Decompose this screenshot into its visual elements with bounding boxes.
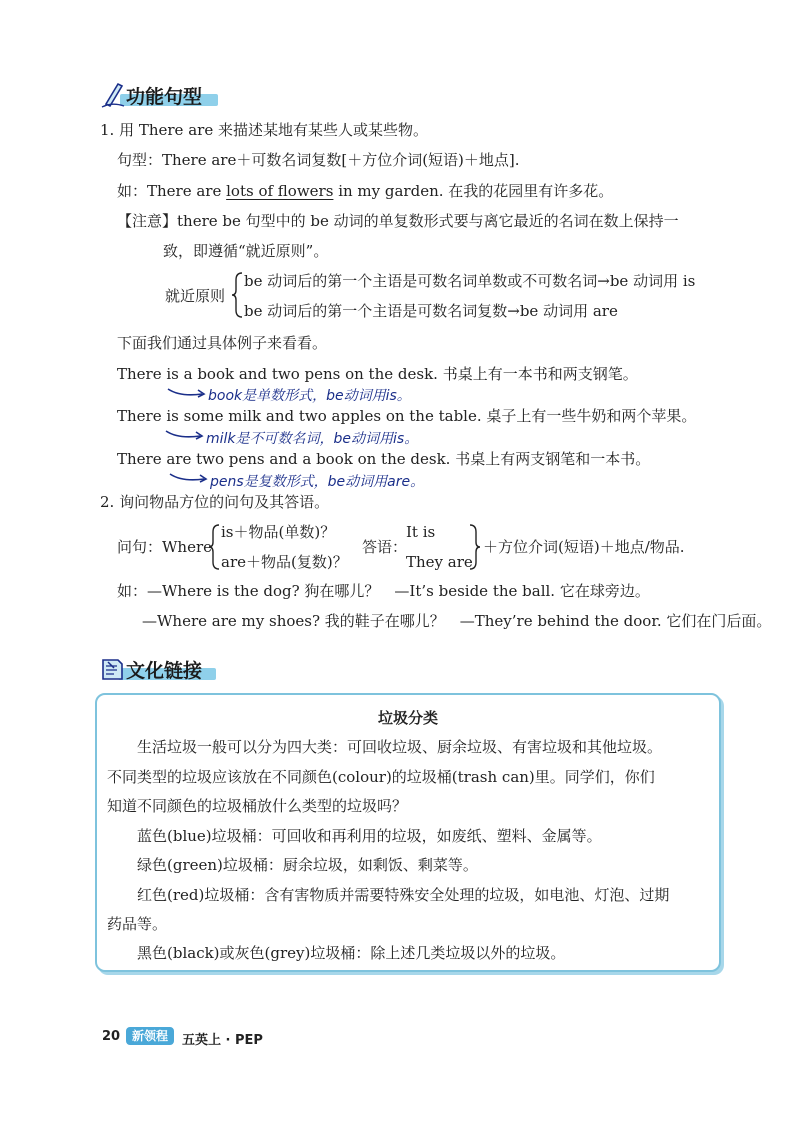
culture-black-grey-bin: 黑色(black)或灰色(grey)垃圾桶：除上述几类垃圾以外的垃圾。 [137,944,566,962]
example-prefix: 如：There are [117,182,227,200]
book-icon [100,656,126,682]
item1-heading: 1. 用 There are 来描述某地有某些人或某些物。 [100,121,428,139]
handwritten-note-2: milk是不可数名词，be动词用is。 [206,431,419,447]
culture-p1-line3: 知道不同颜色的垃圾桶放什么类型的垃圾吗？ [107,797,408,815]
answer-b: They are [406,553,473,571]
item1-pattern: 句型：There are＋可数名词复数[＋方位介词(短语)＋地点]. [117,151,520,169]
example-underlined: lots of flowers [226,182,334,200]
question-brace [208,524,220,570]
culture-p1-line1: 生活垃圾一般可以分为四大类：可回收垃圾、厨余垃圾、有害垃圾和其他垃圾。 [137,738,663,756]
rule-b: be 动词后的第一个主语是可数名词复数→be 动词用 are [244,302,618,320]
arrow-icon [168,471,210,485]
answer-a: It is [406,523,436,541]
culture-green-bin: 绿色(green)垃圾桶：厨余垃圾，如剩饭、剩菜等。 [137,856,478,874]
culture-blue-bin: 蓝色(blue)垃圾桶：可回收和再利用的垃圾，如废纸、塑料、金属等。 [137,827,602,845]
series-badge: 新领程 [126,1027,174,1045]
example-sentence-3: There are two pens and a book on the desk. 书桌上有两支钢笔和一本书。 [117,450,651,468]
culture-p1-line2: 不同类型的垃圾应该放在不同颜色(colour)的垃圾桶(trash can)里。同学们，你们 [107,768,655,786]
pencil-icon [100,80,126,108]
page-number: 20 [102,1029,121,1044]
handwritten-note-3: pens是复数形式，be动词用are。 [210,474,425,490]
item2-heading: 2. 询问物品方位的问句及其答语。 [100,493,330,511]
section-title: 文化链接 [126,660,203,682]
culture-red-bin-line1: 红色(red)垃圾桶：含有害物质并需要特殊安全处理的垃圾，如电池、灯泡、过期 [137,886,670,904]
item1-example [117,181,613,201]
dialog-example-1: 如：—Where is the dog? 狗在哪儿？ —It’s beside the ball. 它在球旁边。 [117,582,650,600]
rule-brace [231,272,243,318]
question-b: are＋物品(复数)？ [221,553,348,571]
intro-line: 下面我们通过具体例子来看看。 [117,334,328,352]
arrow-icon [164,428,206,442]
example-sentence-1: There is a book and two pens on the desk. 书桌上有一本书和两支钢笔。 [117,365,638,383]
section-header-culture-link [100,654,240,682]
example-suffix: in my garden. 在我的花园里有许多花。 [333,182,614,200]
culture-red-bin-line2: 药品等。 [107,915,168,933]
culture-box [95,693,721,972]
rule-a: be 动词后的第一个主语是可数名词单数或不可数名词→be 动词用 is [244,272,696,290]
arrow-icon [166,386,208,400]
note-line-1: 【注意】there be 句型中的 be 动词的单复数形式要与离它最近的名词在数上保持一 [117,212,679,230]
answer-tail: ＋方位介词(短语)＋地点/物品. [483,538,685,556]
question-a: is＋物品(单数)？ [221,523,336,541]
book-label: 五英上 · PEP [182,1033,263,1048]
answer-brace [469,524,481,570]
section-title: 功能句型 [126,86,203,108]
note-line-2: 致，即遵循“就近原则”。 [163,242,329,260]
dialog-example-2: —Where are my shoes? 我的鞋子在哪儿？ —They’re behind the door. 它们在门后面。 [142,612,772,630]
handwritten-note-1: book是单数形式，be动词用is。 [208,388,411,404]
question-label: 问句：Where [117,538,213,556]
example-sentence-2: There is some milk and two apples on the table. 桌子上有一些牛奶和两个苹果。 [117,407,697,425]
section-header-functional-sentences [100,80,240,108]
answer-label: 答语： [362,538,408,556]
rule-label: 就近原则 [165,287,226,305]
culture-title: 垃圾分类 [377,709,438,727]
